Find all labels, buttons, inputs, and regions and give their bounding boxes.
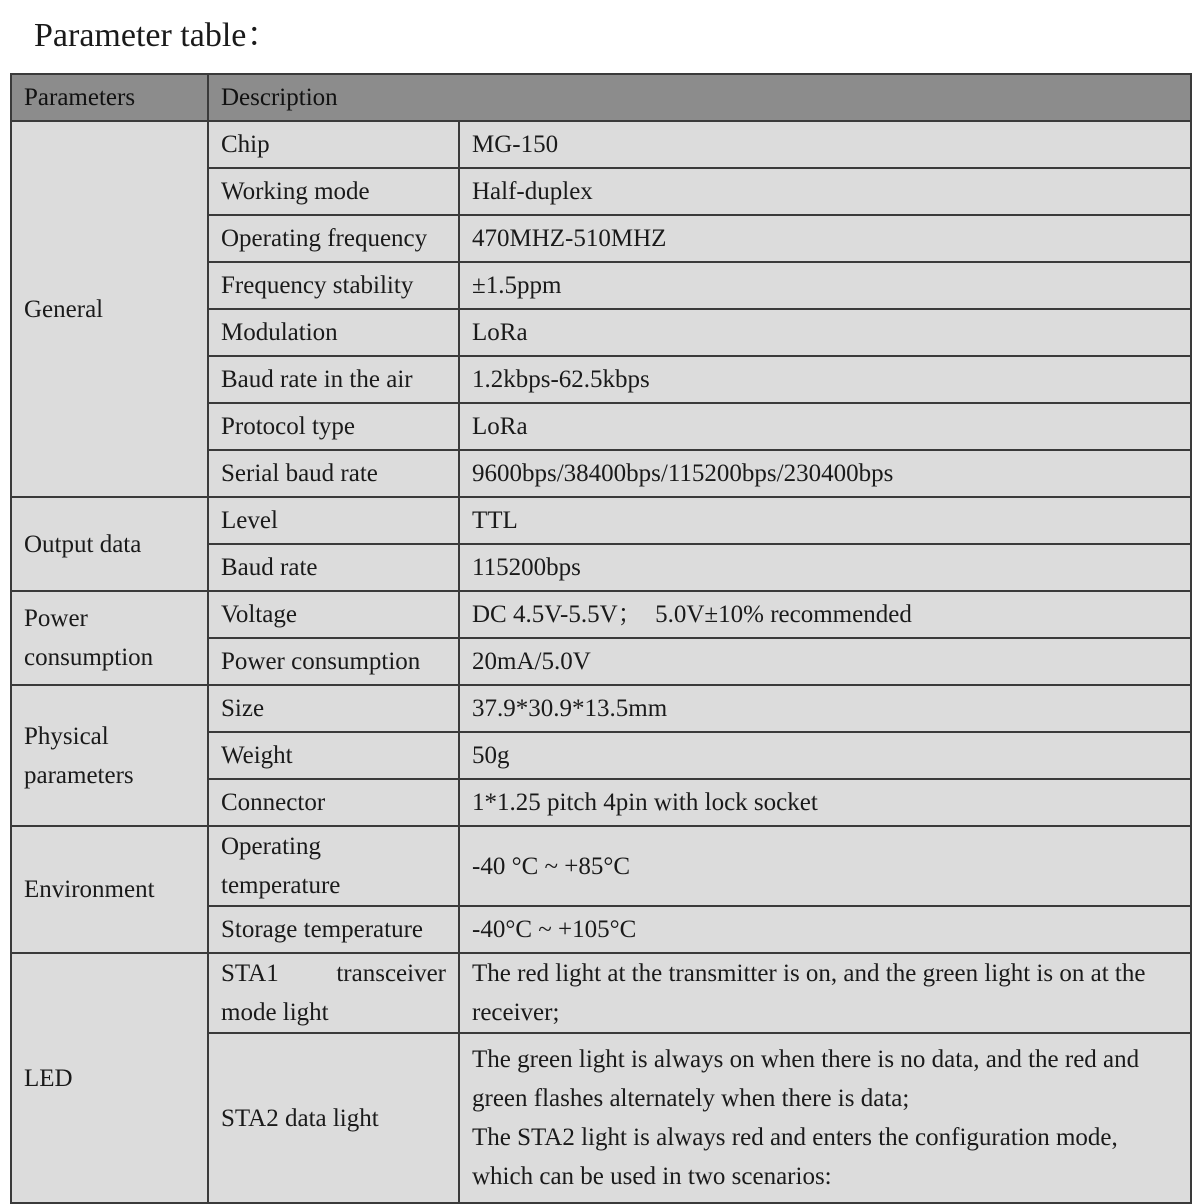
table-row <box>11 497 1191 544</box>
param-value: 1*1.25 pitch 4pin with lock socket <box>459 779 1191 826</box>
param-name: Baud rate in the air <box>208 356 459 403</box>
param-value: 115200bps <box>459 544 1191 591</box>
param-value: 1.2kbps-62.5kbps <box>459 356 1191 403</box>
param-value: LoRa <box>459 309 1191 356</box>
group-led: LED <box>11 953 208 1203</box>
group-environment: Environment <box>11 826 208 953</box>
group-physical-parameters <box>11 685 208 826</box>
param-name-line: mode light <box>221 999 329 1026</box>
param-value <box>459 1033 1191 1203</box>
param-value: 470MHZ-510MHZ <box>459 215 1191 262</box>
param-name: Baud rate <box>208 544 459 591</box>
group-label-line: Physical <box>24 722 109 750</box>
param-value: -40 °C ~ +85°C <box>459 826 1191 906</box>
param-value: TTL <box>459 497 1191 544</box>
param-value: The red light at the transmitter is on, and the green light is on at the receiver; <box>459 953 1191 1033</box>
table-row <box>11 953 1191 1033</box>
param-name: Modulation <box>208 309 459 356</box>
param-name: Voltage <box>208 591 459 638</box>
param-name: Size <box>208 685 459 732</box>
table-row <box>11 685 1191 732</box>
table-row <box>11 591 1191 638</box>
param-name: Frequency stability <box>208 262 459 309</box>
group-label-line: parameters <box>24 761 134 789</box>
parameter-table <box>10 73 1192 1204</box>
param-name: Power consumption <box>208 638 459 685</box>
header-description: Description <box>208 74 1191 121</box>
param-value: LoRa <box>459 403 1191 450</box>
param-value-paragraph: The green light is always on when there is no data, and the red and green flashes alternately when there is data; <box>472 1046 1140 1112</box>
param-name: Weight <box>208 732 459 779</box>
param-name <box>208 953 459 1033</box>
table-row <box>11 826 1191 906</box>
param-name-line <box>221 954 446 993</box>
table-header-row <box>11 74 1191 121</box>
param-name <box>208 826 459 906</box>
param-value: 50g <box>459 732 1191 779</box>
param-name: Chip <box>208 121 459 168</box>
table-row <box>11 121 1191 168</box>
param-name: Storage temperature <box>208 906 459 953</box>
param-name: Protocol type <box>208 403 459 450</box>
param-name: Working mode <box>208 168 459 215</box>
param-name: Level <box>208 497 459 544</box>
group-power-consumption <box>11 591 208 685</box>
param-value: 9600bps/38400bps/115200bps/230400bps <box>459 450 1191 497</box>
param-name-word: transceiver <box>336 960 446 987</box>
header-parameters: Parameters <box>11 74 208 121</box>
param-value: 37.9*30.9*13.5mm <box>459 685 1191 732</box>
param-value-paragraph: The STA2 light is always red and enters the configuration mode, which can be used in two scenarios: <box>472 1124 1118 1190</box>
group-label-line: Power <box>24 605 88 632</box>
param-name-line: temperature <box>221 872 341 899</box>
param-name-line: Operating <box>221 833 321 860</box>
group-label-line: consumption <box>24 644 154 671</box>
param-value: ±1.5ppm <box>459 262 1191 309</box>
param-name-word: STA1 <box>221 960 279 987</box>
param-value: -40°C ~ +105°C <box>459 906 1191 953</box>
group-general: General <box>11 121 208 497</box>
page-title: Parameter table： <box>34 17 281 54</box>
param-name: Connector <box>208 779 459 826</box>
param-value: 20mA/5.0V <box>459 638 1191 685</box>
param-name: Operating frequency <box>208 215 459 262</box>
param-name: Serial baud rate <box>208 450 459 497</box>
group-output-data: Output data <box>11 497 208 591</box>
param-value: DC 4.5V-5.5V； 5.0V±10% recommended <box>459 591 1191 638</box>
param-value: Half-duplex <box>459 168 1191 215</box>
param-value: MG-150 <box>459 121 1191 168</box>
param-name: STA2 data light <box>208 1033 459 1203</box>
